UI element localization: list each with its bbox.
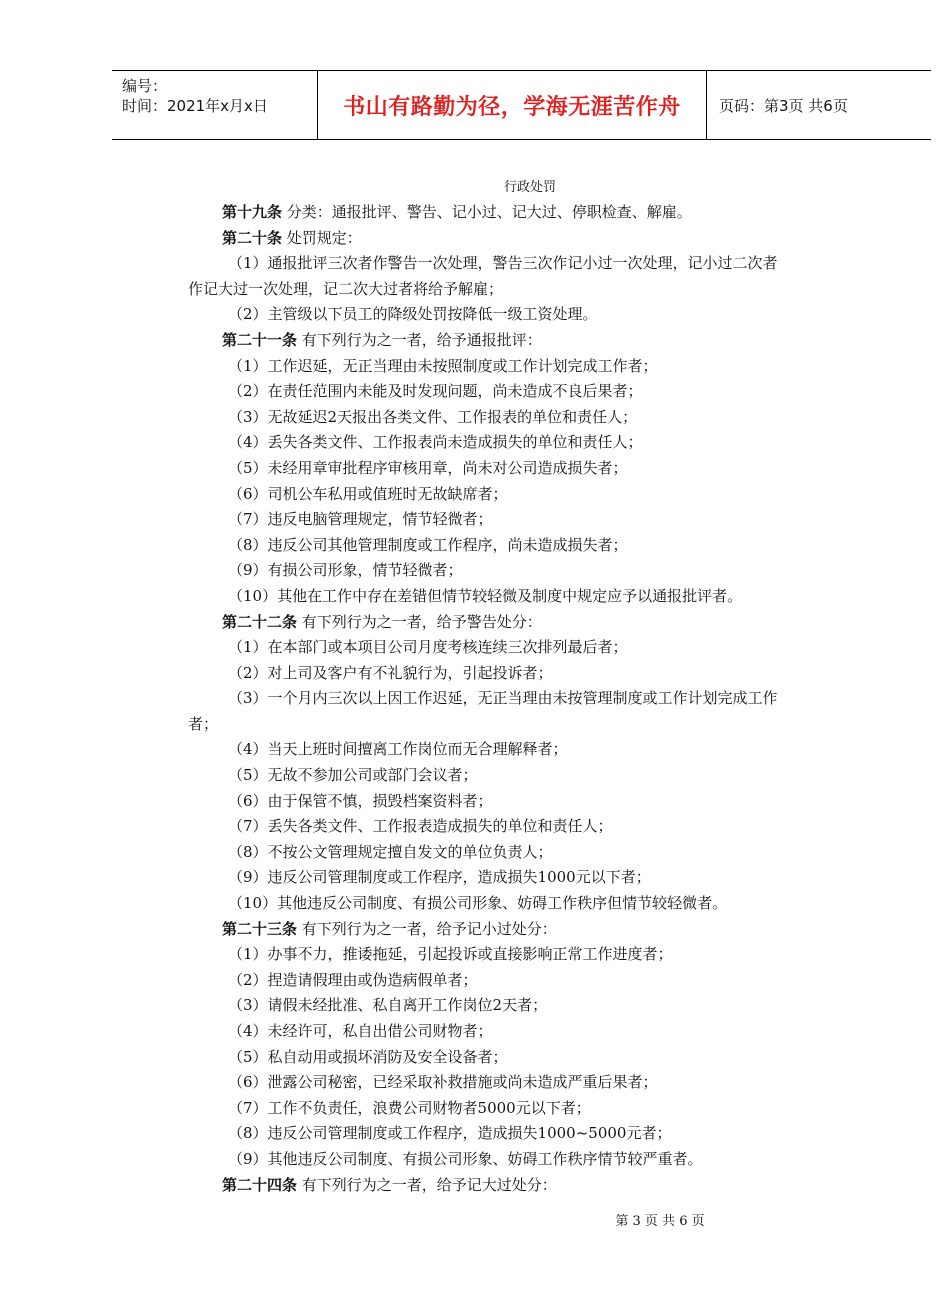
article-number: 第二十一条 <box>222 330 298 349</box>
line-text: （5）私自动用或损坏消防及安全设备者； <box>228 1047 508 1066</box>
line-text: （4）当天上班时间擅离工作岗位而无合理解释者； <box>228 740 568 759</box>
paragraph-line <box>188 1045 860 1071</box>
line-text: （6）司机公车私用或值班时无故缺席者； <box>228 484 508 503</box>
line-text: （3）无故延迟2天报出各类文件、工作报表的单位和责任人； <box>228 407 638 426</box>
paragraph-line <box>188 712 860 738</box>
line-text: （9）违反公司管理制度或工作程序，造成损失1000元以下者； <box>228 868 651 887</box>
paragraph-line <box>188 379 860 405</box>
article-number: 第二十条 <box>222 228 283 247</box>
page-footer: 第 3 页 共 6 页 <box>615 1214 705 1229</box>
line-text: 者； <box>188 714 219 733</box>
paragraph-line <box>188 1121 860 1147</box>
paragraph-line <box>188 891 860 917</box>
paragraph-line <box>188 661 860 687</box>
paragraph-line <box>188 584 860 610</box>
paragraph-line <box>188 968 860 994</box>
line-text: 有下列行为之一者，给予通报批评： <box>297 330 542 349</box>
line-text: （6）泄露公司秘密，已经采取补救措施或尚未造成严重后果者； <box>228 1073 658 1092</box>
document-body <box>188 200 860 1198</box>
article-heading-line <box>188 200 860 226</box>
page-header <box>112 70 931 140</box>
line-text: （2）在责任范围内未能及时发现问题，尚未造成不良后果者； <box>228 382 643 401</box>
line-text: （1）办事不力，推诿拖延，引起投诉或直接影响正常工作进度者； <box>228 945 673 964</box>
line-text: （10）其他在工作中存在差错但情节较轻微及制度中规定应予以通报批评者。 <box>228 586 743 605</box>
line-text: （2）对上司及客户有不礼貌行为，引起投诉者； <box>228 663 553 682</box>
line-text: （2）主管级以下员工的降级处罚按降低一级工资处理。 <box>228 305 598 324</box>
paragraph-line <box>188 430 860 456</box>
paragraph-line <box>188 789 860 815</box>
paragraph-line <box>188 456 860 482</box>
line-text: 有下列行为之一者，给予记小过处分： <box>297 919 557 938</box>
paragraph-line <box>188 763 860 789</box>
line-text: （5）无故不参加公司或部门会议者； <box>228 766 478 785</box>
paragraph-line <box>188 558 860 584</box>
line-text: 处罚规定： <box>282 228 362 247</box>
article-heading-line <box>188 328 860 354</box>
header-motto: 书山有路勤为径，学海无涯苦作舟 <box>318 71 707 139</box>
section-title: 行政处罚 <box>503 180 556 195</box>
line-text: （7）违反电脑管理规定，情节轻微者； <box>228 510 493 529</box>
paragraph-line <box>188 635 860 661</box>
article-heading-line <box>188 610 860 636</box>
line-text: （3）请假未经批准、私自离开工作岗位2天者； <box>228 996 548 1015</box>
paragraph-line <box>188 1096 860 1122</box>
paragraph-line <box>188 354 860 380</box>
line-text: （3）一个月内三次以上因工作迟延，无正当理由未按管理制度或工作计划完成工作 <box>228 689 778 708</box>
paragraph-line <box>188 1070 860 1096</box>
line-text: （8）不按公文管理规定擅自发文的单位负责人； <box>228 842 553 861</box>
paragraph-line <box>188 405 860 431</box>
article-number: 第十九条 <box>222 203 283 221</box>
paragraph-line <box>188 533 860 559</box>
paragraph-line <box>188 251 860 277</box>
paragraph-line <box>188 993 860 1019</box>
line-text: （5）未经用章审批程序审核用章，尚未对公司造成损失者； <box>228 458 628 477</box>
line-text: 分类：通报批评、警告、记小过、记大过、停职检查、解雇。 <box>282 203 692 221</box>
line-text: （1）在本部门或本项目公司月度考核连续三次排列最后者； <box>228 638 628 657</box>
paragraph-line <box>188 302 860 328</box>
paragraph-line <box>188 840 860 866</box>
article-heading-line <box>188 1173 860 1199</box>
paragraph-line <box>188 507 860 533</box>
line-text: （1）工作迟延，无正当理由未按照制度或工作计划完成工作者； <box>228 356 658 375</box>
paragraph-line <box>188 686 860 712</box>
article-number: 第二十三条 <box>222 919 298 938</box>
line-text: （2）捏造请假理由或伪造病假单者； <box>228 970 478 989</box>
paragraph-line <box>188 814 860 840</box>
line-text: 作记大过一次处理，记二次大过者将给予解雇； <box>188 279 504 298</box>
document-number-label: 编号： <box>122 77 168 95</box>
line-text: （10）其他违反公司制度、有损公司形象、妨碍工作秩序但情节较轻微者。 <box>228 894 728 913</box>
paragraph-line <box>188 277 860 303</box>
line-text: （7）丢失各类文件、工作报表造成损失的单位和责任人； <box>228 817 613 836</box>
paragraph-line <box>188 1019 860 1045</box>
paragraph-line <box>188 865 860 891</box>
line-text: （4）丢失各类文件、工作报表尚未造成损失的单位和责任人； <box>228 433 643 452</box>
article-heading-line <box>188 917 860 943</box>
paragraph-line <box>188 1147 860 1173</box>
header-meta <box>112 71 318 139</box>
line-text: （7）工作不负责任，浪费公司财物者5000元以下者； <box>228 1098 591 1117</box>
line-text: （6）由于保管不慎，损毁档案资料者； <box>228 791 493 810</box>
article-number: 第二十四条 <box>222 1175 298 1194</box>
line-text: （1）通报批评三次者作警告一次处理，警告三次作记小过一次处理，记小过二次者 <box>228 254 778 273</box>
line-text: （9）有损公司形象，情节轻微者； <box>228 561 463 580</box>
line-text: （9）其他违反公司制度、有损公司形象、妨碍工作秩序情节较严重者。 <box>228 1149 703 1168</box>
paragraph-line <box>188 737 860 763</box>
document-date: 时间：2021年x月x日 <box>122 97 268 115</box>
line-text: （8）违反公司管理制度或工作程序，造成损失1000~5000元者； <box>228 1124 672 1143</box>
line-text: （4）未经许可，私自出借公司财物者； <box>228 1022 493 1040</box>
line-text: （8）违反公司其他管理制度或工作程序，尚未造成损失者； <box>228 535 628 554</box>
line-text: 有下列行为之一者，给予警告处分： <box>297 612 542 631</box>
header-page-info: 页码：第3页 共6页 <box>719 96 848 115</box>
paragraph-line <box>188 482 860 508</box>
article-number: 第二十二条 <box>222 612 298 631</box>
paragraph-line <box>188 942 860 968</box>
line-text: 有下列行为之一者，给予记大过处分： <box>297 1175 557 1194</box>
article-heading-line <box>188 226 860 252</box>
